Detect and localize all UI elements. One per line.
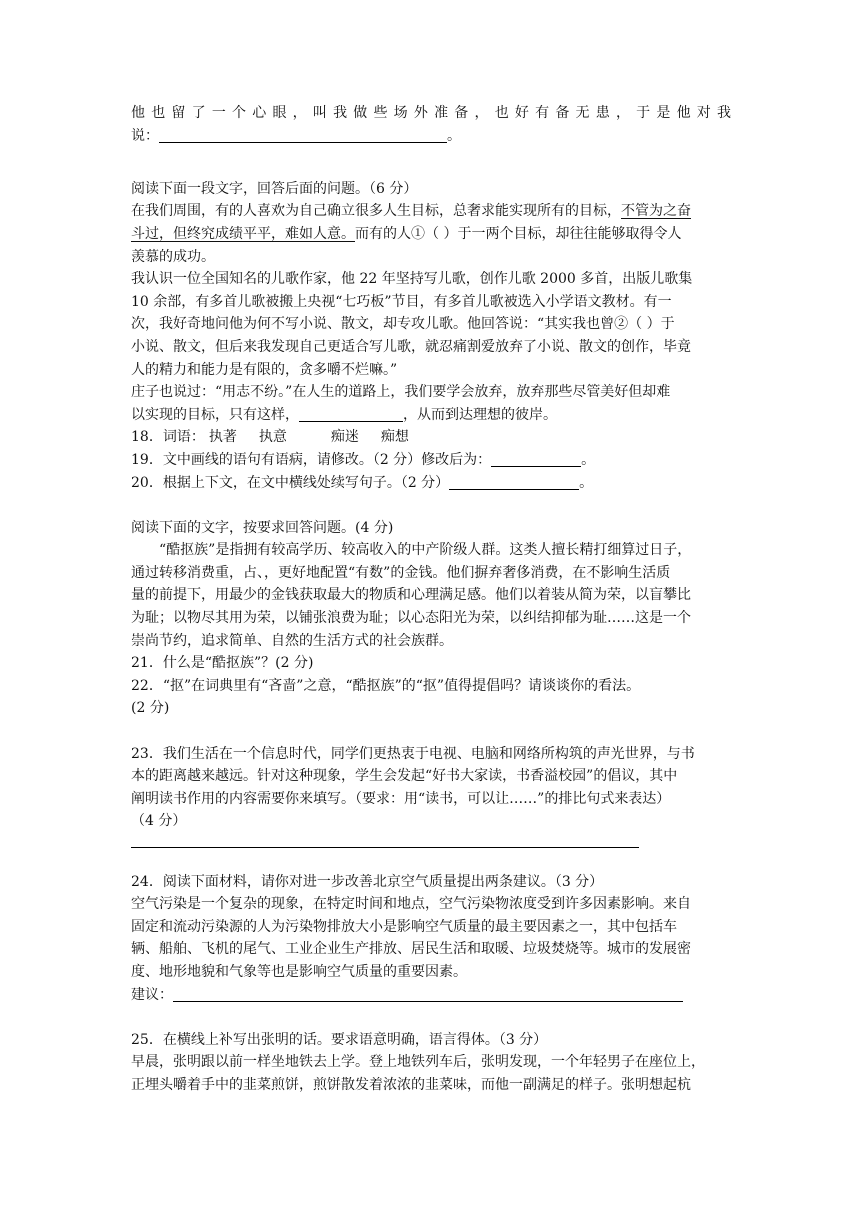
paragraph-line: 早晨，张明跟以前一样坐地铁去上学。登上地铁列车后，张明发现，一个年轻男子在座位上， — [131, 1054, 705, 1071]
paragraph-line: 我认识一位全国知名的儿歌作家，他 22 年坚持写儿歌，创作儿歌 2000 多首，出版儿歌集 — [131, 271, 693, 288]
answer-blank[interactable] — [299, 406, 403, 422]
paragraph-line: 10 余部，有多首儿歌被搬上央视“七巧板”节目，有多首儿歌被选入小学语文教材。有一 — [131, 293, 672, 310]
question-23 — [131, 743, 731, 848]
question-19: 19．文中画线的语句有语病，请修改。（2 分）修改后为： 。 — [131, 451, 596, 468]
answer-blank[interactable] — [449, 474, 579, 490]
paragraph-line: “酷抠族”是指拥有较高学历、较高收入的中产阶级人群。这类人擅长精打细算过日子， — [159, 542, 692, 559]
question-20: 20．根据上下文，在文中横线处续写句子。（2 分） 。 — [131, 474, 594, 491]
question-24 — [131, 871, 731, 1007]
answer-blank[interactable] — [491, 451, 581, 467]
section-2 — [131, 517, 731, 720]
section-heading: 阅读下面的文字，按要求回答问题。(4 分) — [131, 519, 394, 536]
paragraph-line: 庄子也说过：“用志不纷。”在人生的道路上，我们要学会放弃，放弃那些尽管美好但却难 — [131, 384, 671, 401]
paragraph-line: 本的距离越来越远。针对这种现象，学生会发起“好书大家读，书香溢校园”的倡议，其中 — [131, 768, 678, 785]
paragraph-line: 在我们周围，有的人喜欢为自己确立很多人生目标，总奢求能实现所有的目标，不管为之奋 — [131, 203, 691, 220]
term: 痴迷 — [330, 429, 359, 446]
paragraph-line: 斗过，但终究成绩平平，难如人意。而有的人①（ ）于一两个目标，却往往能够取得令人 — [131, 225, 682, 242]
answer-blank[interactable] — [159, 127, 447, 143]
term: 痴想 — [380, 429, 409, 446]
paragraph-line: 阐明读书作用的内容需要你来填写。（要求：用“读书，可以让……”的排比句式来表达） — [131, 790, 671, 807]
answer-blank[interactable] — [173, 986, 683, 1002]
question-22-score: (2 分) — [131, 700, 170, 717]
question-22: 22．“抠”在词典里有“吝啬”之意，“酷抠族”的“抠”值得提倡吗？请谈谈你的看法。 — [131, 677, 641, 694]
question-25 — [131, 1029, 731, 1097]
paragraph-line: （4 分） — [131, 813, 187, 830]
paragraph-line: 以实现的目标，只有这样， ，从而到达理想的彼岸。 — [131, 406, 557, 423]
answer-line[interactable] — [131, 837, 639, 848]
paragraph-line: 次，我好奇地问他为何不写小说、散文，却专攻儿歌。他回答说：“其实我也曾②（ ）于 — [131, 316, 675, 333]
paragraph-line: 空气污染是一个复杂的现象，在特定时间和地点，空气污染物浓度受到许多因素影响。来自 — [131, 896, 691, 913]
paragraph-line: 人的精力和能力是有限的，贪多嚼不烂嘛。” — [131, 361, 398, 378]
section-heading: 阅读下面一段文字，回答后面的问题。（6 分） — [131, 180, 418, 197]
term: 执著 — [208, 429, 237, 446]
paragraph-line: 辆、船舶、飞机的尾气、工业企业生产排放、居民生活和取暖、垃圾焚烧等。城市的发展密 — [131, 941, 691, 958]
question-heading: 24．阅读下面材料，请你对进一步改善北京空气质量提出两条建议。（3 分） — [131, 873, 604, 890]
underlined-sentence: 斗过，但终究成绩平平，难如人意。 — [131, 225, 355, 242]
paragraph-line: 固定和流动污染源的人为污染物排放大小是影响空气质量的最主要因素之一，其中包括车 — [131, 918, 677, 935]
paragraph-line: 正埋头嚼着手中的韭菜煎饼，煎饼散发着浓浓的韭菜味，而他一副满足的样子。张明想起杭 — [131, 1076, 691, 1093]
question-18: 18．词语： 执著 执意 痴迷 痴想 — [131, 429, 409, 446]
term: 执意 — [258, 429, 287, 446]
question-heading: 25．在横线上补写出张明的话。要求语意明确，语言得体。（3 分） — [131, 1031, 548, 1048]
paragraph-line: 为耻；以物尽其用为荣，以铺张浪费为耻；以心态阳光为荣，以纠结抑郁为耻……这是一个 — [131, 610, 691, 627]
paragraph-line: 羡慕的成功。 — [131, 248, 215, 265]
paragraph-line: 通过转移消费重，占、，更好地配置“有数”的金钱。他们摒弃奢侈消费，在不影响生活质 — [131, 564, 671, 581]
intro-line-2: 说： 。 — [131, 127, 461, 144]
paragraph-line: 量的前提下，用最少的金钱获取最大的物质和心理满足感。他们以着装从简为荣，以盲攀比 — [131, 587, 691, 604]
paragraph-line: 23．我们生活在一个信息时代，同学们更热衷于电视、电脑和网络所构筑的声光世界，与书 — [131, 745, 695, 762]
paragraph-line: 小说、散文，但后来我发现自己更适合写儿歌，就忍痛割爱放弃了小说、散文的创作，毕竟 — [131, 338, 691, 355]
document-page — [131, 102, 731, 1097]
paragraph-line: 崇尚节约，追求简单、自然的生活方式的社会族群。 — [131, 632, 453, 649]
section-1 — [131, 178, 731, 494]
paragraph-line: 度、地形地貌和气象等也是影响空气质量的重要因素。 — [131, 963, 467, 980]
question-21: 21．什么是“酷抠族”？(2 分) — [131, 655, 314, 672]
intro-line-1: 他 也 留 了 一 个 心 眼 ， 叫 我 做 些 场 外 准 备 ， 也 好 有 备 无 患 ， 于 是 他 对 我 — [131, 105, 731, 121]
underlined-sentence: 不管为之奋 — [621, 203, 691, 220]
advice-line: 建议： — [131, 984, 731, 1007]
